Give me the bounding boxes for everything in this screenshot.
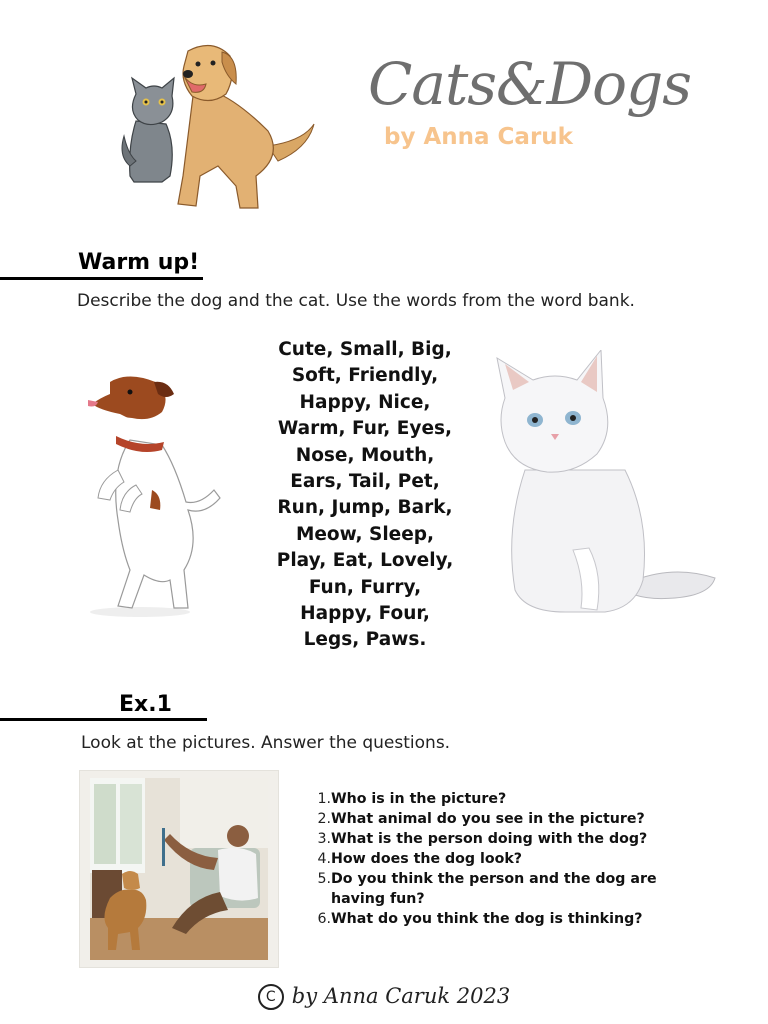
word-bank-line: Nose, Mouth, [295, 444, 435, 466]
cat-and-dog-illustration [118, 36, 318, 211]
warmup-instruction: Describe the dog and the cat. Use the words from the word bank. [77, 291, 635, 311]
question-item: 4. How does the dog look? [317, 851, 523, 867]
word-bank-line: Legs, Paws. [303, 629, 427, 651]
footer-credit [0, 984, 768, 1010]
word-bank-line: Soft, Friendly, [291, 365, 439, 387]
logo-title: Cats&Dogs [368, 50, 691, 118]
word-bank-line: Fun, Furry, [308, 576, 422, 598]
question-list [314, 789, 661, 929]
warmup-underline [0, 277, 203, 280]
question-item: 2. What animal do you see in the picture? [317, 811, 645, 827]
logo-subtitle: by Anna Caruk [384, 124, 573, 150]
question-item: 3. What is the person doing with the dog? [317, 831, 648, 847]
white-kitten-photo [485, 350, 720, 625]
man-playing-with-dog-photo [90, 778, 268, 960]
word-bank [258, 337, 472, 654]
word-bank-line: Happy, Four, [300, 603, 430, 625]
warmup-heading: Warm up! [78, 250, 200, 275]
question-item: 1. Who is in the picture? [317, 791, 507, 807]
ex1-instruction: Look at the pictures. Answer the questions. [81, 733, 451, 753]
word-bank-line: Meow, Sleep, [295, 523, 435, 545]
jack-russell-dog-photo [70, 370, 230, 620]
question-item: 6. What do you think the dog is thinking? [317, 911, 643, 927]
ex1-heading: Ex.1 [119, 692, 172, 717]
question-item: 5. Do you think the person and the dog are having fun? [317, 871, 657, 907]
word-bank-line: Cute, Small, Big, [278, 339, 452, 360]
word-bank-line: Warm, Fur, Eyes, [277, 418, 453, 440]
word-bank-line: Run, Jump, Bark, [277, 497, 453, 519]
footer-text: by Anna Caruk 2023 [291, 984, 511, 1008]
word-bank-line: Play, Eat, Lovely, [276, 550, 454, 572]
word-bank-line: Ears, Tail, Pet, [290, 471, 440, 493]
word-bank-line: Happy, Nice, [299, 391, 431, 413]
copyright-icon: C [258, 984, 284, 1010]
ex1-underline [0, 718, 207, 721]
